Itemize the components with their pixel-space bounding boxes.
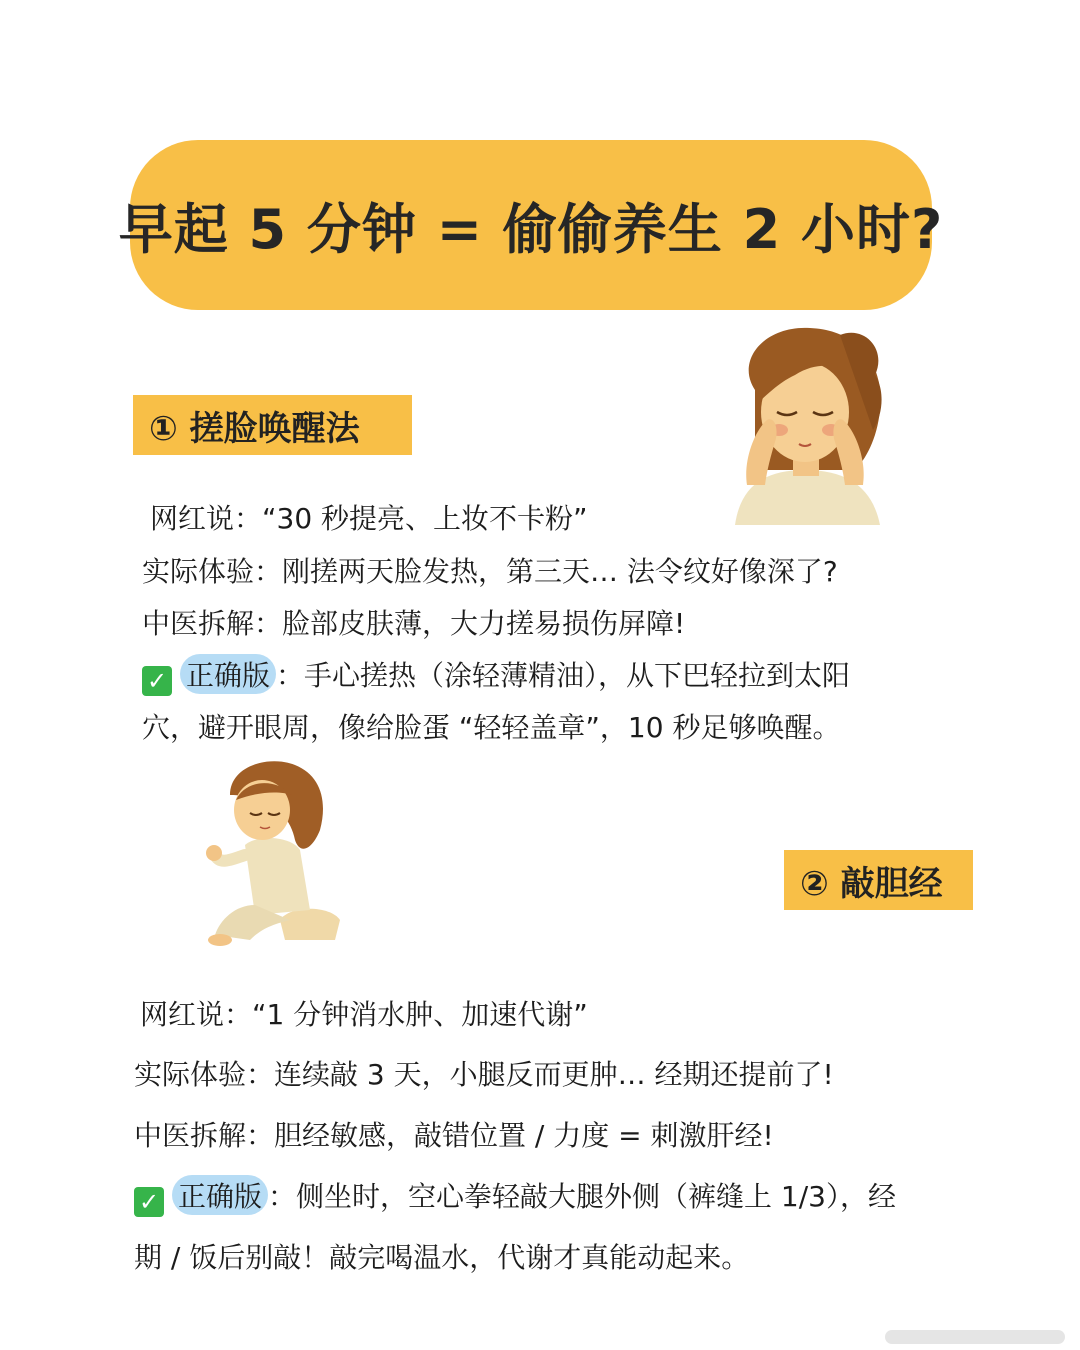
section-1-correct-method-cont: 穴，避开眼周，像给脸蛋 “轻轻盖章”，10 秒足够唤醒。	[142, 711, 841, 744]
watermark	[885, 1330, 1065, 1344]
section-2-influencer-claim: 网红说：“1 分钟消水肿、加速代谢”	[140, 998, 588, 1031]
title-banner	[118, 140, 944, 310]
section-1-actual-experience: 实际体验：刚搓两天脸发热，第三天… 法令纹好像深了?	[142, 555, 838, 588]
correct-method-text: ：侧坐时，空心拳轻敲大腿外侧（裤缝上 1/3），经	[268, 1180, 896, 1213]
section-2-correct-method-cont: 期 / 饭后别敲！敲完喝温水，代谢才真能动起来。	[134, 1241, 750, 1274]
check-mark-icon: ✓	[142, 666, 172, 696]
section-1-tcm-analysis: 中医拆解：脸部皮肤薄，大力搓易损伤屏障!	[142, 607, 686, 640]
girl-rubbing-face-illustration	[715, 320, 895, 525]
section-2-tcm-analysis: 中医拆解：胆经敏感，敲错位置 / 力度 = 刺激肝经!	[134, 1119, 774, 1152]
girl-sitting-tapping-leg-illustration	[200, 755, 345, 950]
check-mark-icon: ✓	[134, 1187, 164, 1217]
correct-version-label: 正确版	[172, 1175, 268, 1215]
page-title: 早起 5 分钟 = 偷偷养生 2 小时?	[118, 197, 944, 261]
section-2-actual-experience: 实际体验：连续敲 3 天，小腿反而更肿… 经期还提前了!	[134, 1058, 834, 1091]
section-1-influencer-claim: 网红说：“30 秒提亮、上妆不卡粉”	[150, 502, 588, 535]
correct-method-text: ：手心搓热（涂轻薄精油），从下巴轻拉到太阳	[276, 659, 851, 692]
section-2-correct-method	[134, 1175, 896, 1217]
correct-version-label: 正确版	[180, 654, 276, 694]
section-1-correct-method	[142, 654, 850, 696]
section-1-tag: ① 搓脸唤醒法	[133, 395, 412, 455]
section-2-tag: ② 敲胆经	[784, 850, 973, 910]
